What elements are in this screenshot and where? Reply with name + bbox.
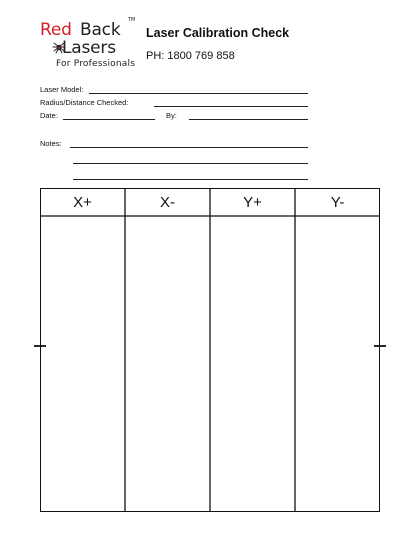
column-header-x-minus: X- bbox=[160, 193, 175, 211]
column-header-y-minus: Y- bbox=[330, 193, 345, 211]
notes-line-1[interactable] bbox=[70, 147, 308, 148]
column-header-y-plus: Y+ bbox=[243, 193, 262, 211]
laser-model-label: Laser Model: bbox=[40, 85, 84, 94]
radius-distance-field[interactable] bbox=[154, 106, 308, 107]
logo-word-back: Back bbox=[80, 20, 121, 40]
by-field[interactable] bbox=[189, 119, 308, 120]
date-field[interactable] bbox=[63, 119, 155, 120]
column-header-x-plus: X+ bbox=[73, 193, 92, 211]
notes-line-3[interactable] bbox=[73, 179, 308, 180]
page-title: Laser Calibration Check bbox=[146, 26, 290, 40]
phone-number: PH: 1800 769 858 bbox=[146, 50, 235, 62]
notes-label: Notes: bbox=[40, 139, 62, 148]
logo-tagline: For Professionals bbox=[56, 59, 136, 69]
laser-model-field[interactable] bbox=[89, 93, 308, 94]
radius-distance-label: Radius/Distance Checked: bbox=[40, 98, 129, 107]
notes-line-2[interactable] bbox=[73, 163, 308, 164]
by-label: By: bbox=[166, 111, 177, 120]
logo-word-lasers: Lasers bbox=[62, 38, 116, 58]
calibration-grid bbox=[40, 188, 380, 512]
date-label: Date: bbox=[40, 111, 58, 120]
logo-word-red: Red bbox=[40, 20, 72, 40]
logo-trademark: TM bbox=[128, 17, 136, 23]
redback-lasers-logo bbox=[36, 18, 140, 74]
